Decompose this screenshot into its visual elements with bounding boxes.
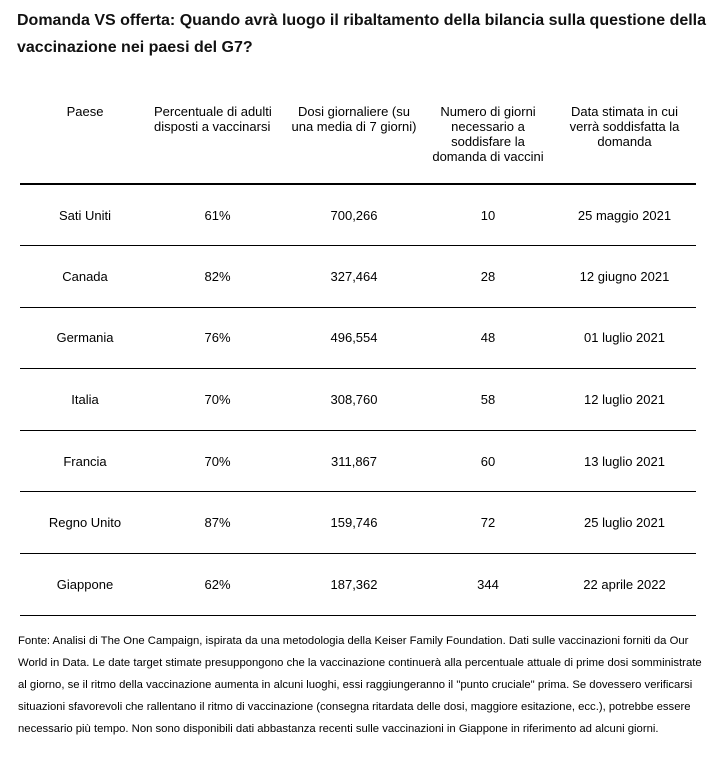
cell-giorni: 58 bbox=[423, 369, 553, 431]
cell-dosi: 327,464 bbox=[285, 246, 423, 308]
cell-percentuale: 87% bbox=[150, 492, 285, 554]
cell-percentuale: 76% bbox=[150, 307, 285, 369]
cell-paese: Germania bbox=[20, 307, 150, 369]
cell-paese: Canada bbox=[20, 246, 150, 308]
table-row bbox=[20, 430, 696, 492]
cell-percentuale: 61% bbox=[150, 184, 285, 246]
cell-data: 12 giugno 2021 bbox=[553, 246, 696, 308]
table-row bbox=[20, 246, 696, 308]
cell-dosi: 187,362 bbox=[285, 554, 423, 616]
table-header-row bbox=[20, 100, 696, 184]
header-data: Data stimata in cui verrà soddisfatta la domanda bbox=[553, 100, 696, 184]
cell-data: 22 aprile 2022 bbox=[553, 554, 696, 616]
cell-giorni: 28 bbox=[423, 246, 553, 308]
cell-data: 12 luglio 2021 bbox=[553, 369, 696, 431]
data-table-container bbox=[20, 100, 696, 616]
cell-dosi: 700,266 bbox=[285, 184, 423, 246]
cell-giorni: 48 bbox=[423, 307, 553, 369]
cell-percentuale: 62% bbox=[150, 554, 285, 616]
cell-data: 25 maggio 2021 bbox=[553, 184, 696, 246]
cell-percentuale: 70% bbox=[150, 430, 285, 492]
cell-data: 01 luglio 2021 bbox=[553, 307, 696, 369]
cell-dosi: 308,760 bbox=[285, 369, 423, 431]
table-row bbox=[20, 369, 696, 431]
cell-paese: Regno Unito bbox=[20, 492, 150, 554]
cell-data: 13 luglio 2021 bbox=[553, 430, 696, 492]
cell-paese: Sati Uniti bbox=[20, 184, 150, 246]
cell-paese: Francia bbox=[20, 430, 150, 492]
table-row bbox=[20, 554, 696, 616]
cell-giorni: 72 bbox=[423, 492, 553, 554]
cell-percentuale: 70% bbox=[150, 369, 285, 431]
header-dosi: Dosi giornaliere (su una media di 7 giorni) bbox=[285, 100, 423, 184]
cell-giorni: 344 bbox=[423, 554, 553, 616]
cell-dosi: 159,746 bbox=[285, 492, 423, 554]
header-giorni: Numero di giorni necessario a soddisfare la domanda di vaccini bbox=[423, 100, 553, 184]
header-paese: Paese bbox=[20, 100, 150, 184]
source-footnote: Fonte: Analisi di The One Campaign, ispirata da una metodologia della Keiser Family Foundation. Dati sulle vaccinazioni forniti da Our World in Data. Le date target stimate presuppongono che la vaccinazione continuerà alla percentuale attuale di prime dosi somministrate al giorno, se il ritmo della vaccinazione aumenta in alcuni luoghi, essi raggiungeranno il "punto cruciale" prima. Se dovessero verificarsi situazioni sfavorevoli che rallentano il ritmo di vaccinazione (consegna ritardata delle dosi, maggiore esitazione, ecc.), potrebbe essere necessario più tempo. Non sono disponibili dati abbastanza recenti sulle vaccinazioni in Giappone in riferimento ad alcuni giorni. bbox=[18, 635, 702, 735]
table-row bbox=[20, 492, 696, 554]
table-row bbox=[20, 307, 696, 369]
cell-giorni: 60 bbox=[423, 430, 553, 492]
cell-giorni: 10 bbox=[423, 184, 553, 246]
cell-percentuale: 82% bbox=[150, 246, 285, 308]
cell-paese: Italia bbox=[20, 369, 150, 431]
cell-dosi: 311,867 bbox=[285, 430, 423, 492]
table-row bbox=[20, 184, 696, 246]
page-title: Domanda VS offerta: Quando avrà luogo il ribaltamento della bilancia sulla questione della vaccinazione nei paesi del G7? bbox=[17, 12, 707, 56]
cell-paese: Giappone bbox=[20, 554, 150, 616]
vaccination-table bbox=[20, 100, 696, 616]
cell-dosi: 496,554 bbox=[285, 307, 423, 369]
cell-data: 25 luglio 2021 bbox=[553, 492, 696, 554]
header-percentuale: Percentuale di adulti disposti a vaccinarsi bbox=[150, 100, 285, 184]
